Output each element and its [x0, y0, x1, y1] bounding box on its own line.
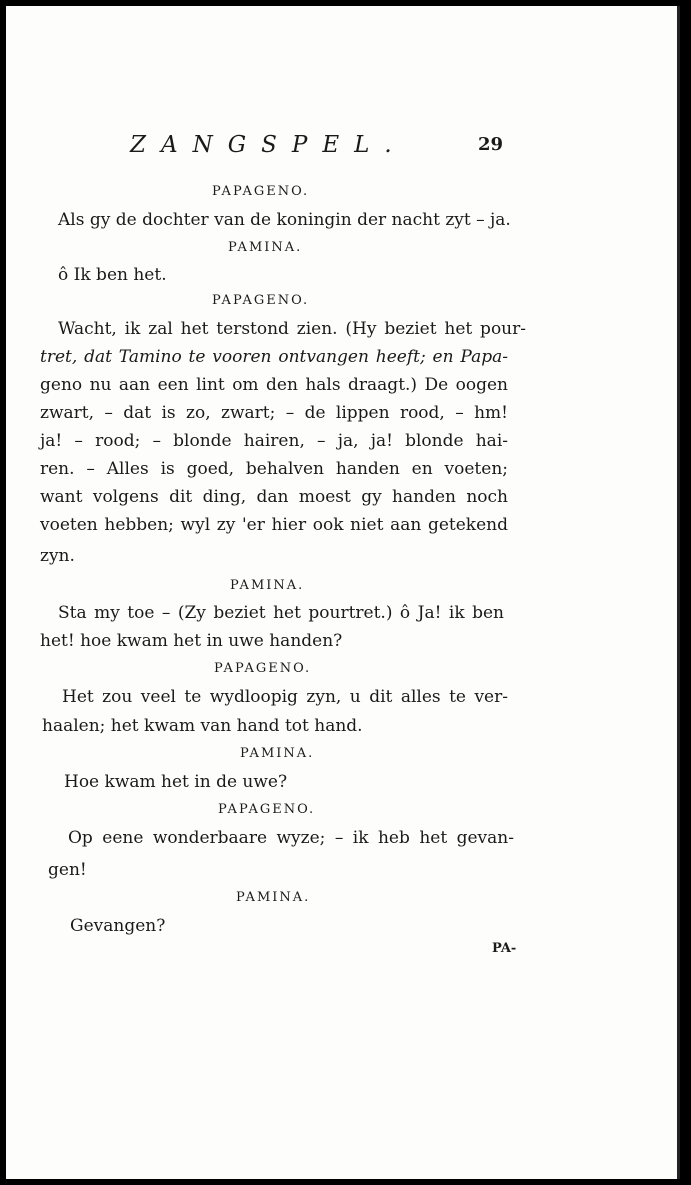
dialogue-line: Als gy de dochter van de koningin der nacht zyt – ja.	[58, 210, 511, 230]
dialogue-line: geno nu aan een lint om den hals draagt.) De oogen	[40, 375, 508, 395]
speaker-heading: PAPAGENO.	[212, 293, 310, 308]
speaker-heading: PAMINA.	[240, 746, 315, 761]
book-page	[6, 6, 680, 1179]
dialogue-line: zyn.	[40, 546, 75, 566]
dialogue-line: zwart, – dat is zo, zwart; – de lippen rood, – hm!	[40, 403, 508, 423]
dialogue-line: Gevangen?	[70, 916, 166, 936]
speaker-heading: PAPAGENO.	[212, 184, 310, 199]
speaker-heading: PAMINA.	[228, 240, 303, 255]
running-title: ZANGSPEL.	[130, 132, 407, 158]
dialogue-line: gen!	[48, 860, 87, 880]
speaker-heading: PAPAGENO.	[218, 802, 316, 817]
dialogue-line: Wacht, ik zal het terstond zien. (Hy beziet het pour-	[58, 319, 526, 339]
speaker-heading: PAMINA.	[236, 890, 311, 905]
speaker-heading: PAPAGENO.	[214, 661, 312, 676]
dialogue-line: het! hoe kwam het in uwe handen?	[40, 631, 343, 651]
dialogue-line: haalen; het kwam van hand tot hand.	[42, 716, 363, 736]
page-text	[6, 6, 680, 1179]
dialogue-line: Het zou veel te wydloopig zyn, u dit alles te ver-	[62, 687, 508, 707]
dialogue-line: ô Ik ben het.	[58, 265, 167, 285]
dialogue-line: want volgens dit ding, dan moest gy handen noch	[40, 487, 508, 507]
dialogue-line: tret, dat Tamino te vooren ontvangen heeft; en Papa-	[40, 347, 508, 367]
speaker-heading: PAMINA.	[230, 578, 305, 593]
dialogue-line: Sta my toe – (Zy beziet het pourtret.) ô Ja! ik ben	[58, 603, 504, 623]
catchword: PA-	[492, 941, 517, 956]
dialogue-line: Hoe kwam het in de uwe?	[64, 772, 288, 792]
dialogue-line: ren. – Alles is goed, behalven handen en voeten;	[40, 459, 508, 479]
dialogue-line: ja! – rood; – blonde hairen, – ja, ja! blonde hai-	[40, 431, 508, 451]
dialogue-line: voeten hebben; wyl zy 'er hier ook niet aan getekend	[40, 515, 508, 535]
page-number: 29	[478, 134, 504, 155]
dialogue-line: Op eene wonderbaare wyze; – ik heb het gevan-	[68, 828, 514, 848]
